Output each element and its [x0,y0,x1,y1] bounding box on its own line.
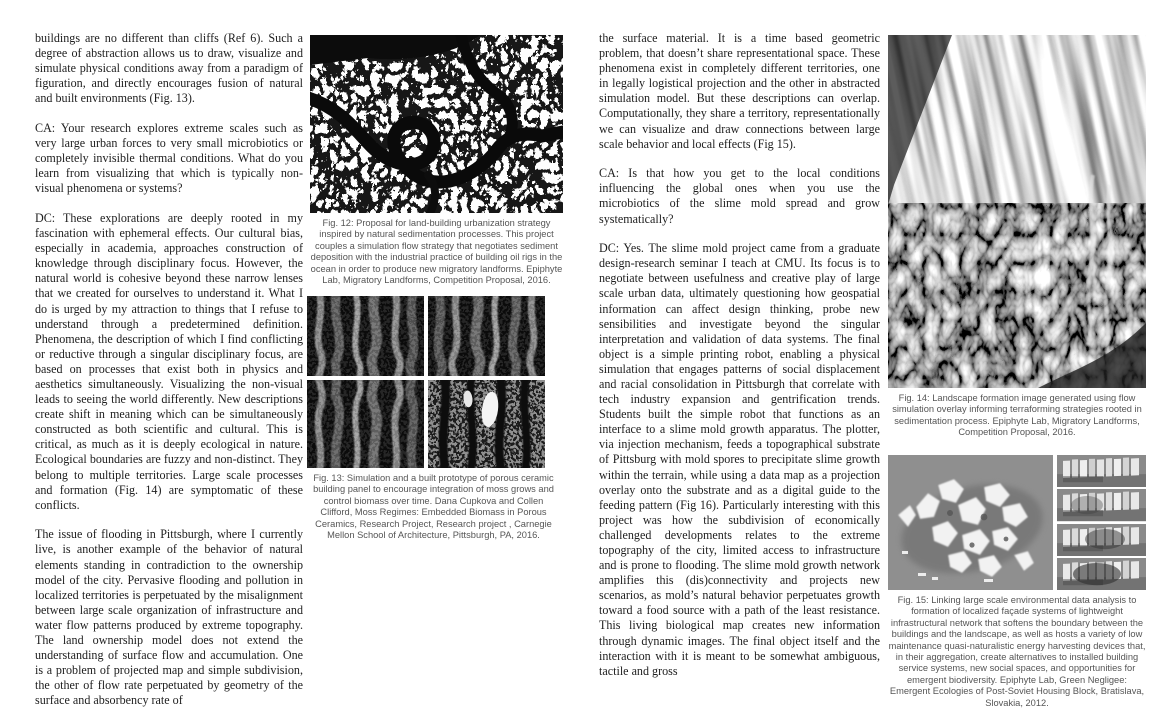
figure-14 [888,35,1146,439]
paragraph: DC: These explorations are deeply rooted in my fascination with ephemeral effects. Our cultural bias, especially in academia, approaches construction of knowledge through disciplinary focus. However, the natural world is cohesive beyond these narrow lenses that we created for ourselves to understand it. What I do is urged by my attraction to things that I refuse to understand through a predetermined definition. Phenomena, the description of which I find conflicting or reductive through a singular disciplinary focus, are based on processes that exist both in physics and aesthetics simultaneously. Visualizing the non-visual leads to seeing the world differently. New descriptions create shift in meaning which can be simultaneously constructed as both scientific and cultural. This is critical, as much as it is deeply ecological in nature. Ecological boundaries are fuzzy and non-distinct. They belong to multiple territories. Large scale processes and formation (Fig. 14) are symptomatic of these conflicts. [35,210,303,512]
figure-13-panel-4 [428,380,545,468]
figure-14-image [888,35,1146,388]
figure-13 [307,296,560,541]
figure-12-caption: Fig. 12: Proposal for land-building urbanization strategy inspired by natural sedimentation processes. This project couples a simulation flow strategy that negotiates sediment deposition with the industrial practice of building oil rigs in the ocean in order to produce new migratory landforms. Epiphyte Lab, Migratory Landforms, Competition Proposal, 2016. [310,218,563,286]
paragraph: buildings are no different than cliffs (Ref 6). Such a degree of abstraction allows us to draw, visualize and simulate physical conditions away from a paradigm of figuration, and directly encourages fusion of natural and built environments (Fig. 13). [35,31,303,106]
figure-13-caption: Fig. 13: Simulation and a built prototype of porous ceramic building panel to encourage integration of moss grows and control biomass over time. Dana Cupkova and Collen Clifford, Moss Regimes: Embedded Biomass in Porous Ceramics, Research Project, Research project , Carnegie Mellon School of Architecture, Pittsburgh, PA, 2016. [313,473,554,541]
figure-15 [888,455,1146,709]
paragraph: the surface material. It is a time based geometric problem, that doesn’t share representational space. These phenomena exist in completely different territories, one in legally logistical projection and the other in abstracted simulation model. But these descriptions can overlap. Computationally, they share a territory, representationally we can visualize and draw connections between large scale behavior and local effects (Fig 15). [599,31,880,151]
paragraph: CA: Is that how you get to the local conditions influencing the global ones when you use the microbiotics of the slime mold spread and grow systematically? [599,166,880,226]
text-column-right [599,31,880,713]
figure-13-panel-1 [307,296,424,376]
figure-13-panel-3 [307,380,424,468]
paragraph: The issue of flooding in Pittsburgh, where I currently live, is another example of the behavior of natural elements standing in contradiction to the ownership model of the city. Pervasive flooding and pollution in localized territories is perpetuated by the misalignment between large scale organization of infrastructure and water flow patterns produced by extreme topography. The land ownership model does not extend the understanding of surface flow and accumulation. One is a problem of projected map and simple subdivision, the other of flow rate perpetuated by geometry of the surface and absorbency rate of [35,527,303,708]
figure-13-panel-2 [428,296,545,376]
figure-15-thumb-4 [1057,558,1146,590]
figure-15-caption: Fig. 15: Linking large scale environmental data analysis to formation of localized façade systems of lightweight infrastructural network that softens the boundary between the buildings and the landscape, as well as hosts a variety of low maintenance quasi-naturalistic energy harvesting devices that, in their aggregation, create alternatives to installed building service systems, new social spaces, and opportunities for emergent biodiversity. Epiphyte Lab, Green Negligee: Emergent Ecologies of Post-Soviet Housing Block, Bratislava, Slovakia, 2012. [888,595,1146,708]
figure-15-image-row [888,455,1146,590]
figure-15-thumb-1 [1057,455,1146,487]
text-column-left [35,31,303,713]
paragraph: CA: Your research explores extreme scales such as very large urban forces to very small microbiotics or completely invisible thermal conditions. What do you learn from visualizing that which is typically non-visual phenomena or systems? [35,120,303,196]
figure-15-thumb-2 [1057,489,1146,521]
figure-12 [310,35,563,286]
figure-15-main-image [888,455,1053,590]
figure-12-image [310,35,563,213]
figure-13-image-grid [307,296,545,468]
paragraph: DC: Yes. The slime mold project came from a graduate design-research seminar I teach at CMU. Its focus is to negotiate between usefulness and creative play of large scale urban data, ultimately questioning how geospatial information can affect design thinking, probe new sensibilities and investigate beyond the singular interpretation and validation of data systems. The final object is a simple printing robot, enabling a physical simulation that engages patterns of social displacement and racial consolidation in Pittsburgh that correlate with tech industry expansion and gentrification trends. Students built the simple robot that functions as an interface to a slime mold growth apparatus. The plotter, via injection mechanism, feeds a topographical substrate of Pittsburg with mold spores to precipitate slime growth within the terrain, while using a data map as a projection overlay onto the substrate and as a digital guide to the feeding pattern (Fig 16). Particularly interesting with this project was how the subdivision of economically challenged developments relates to the extreme topography of the city, limited access to infrastructure and is prone to flooding. The slime mold growth network amplifies this (dis)connectivity and projects new scenarios, as mold’s natural behavior perpetuates growth toward a food source with a path of the least resistance. This living biological map creates new information through dynamic images. The final object itself and the interaction with it is meant to be somewhat ambiguous, tactile and gross [599,241,880,678]
figure-14-caption: Fig. 14: Landscape formation image generated using flow simulation overlay informing terraforming strategies rooted in sedimentation process. Epiphyte Lab, Migratory Landforms, Competition Proposal, 2016. [892,393,1142,438]
figure-15-thumb-3 [1057,524,1146,556]
figure-15-thumbnails [1057,455,1146,590]
